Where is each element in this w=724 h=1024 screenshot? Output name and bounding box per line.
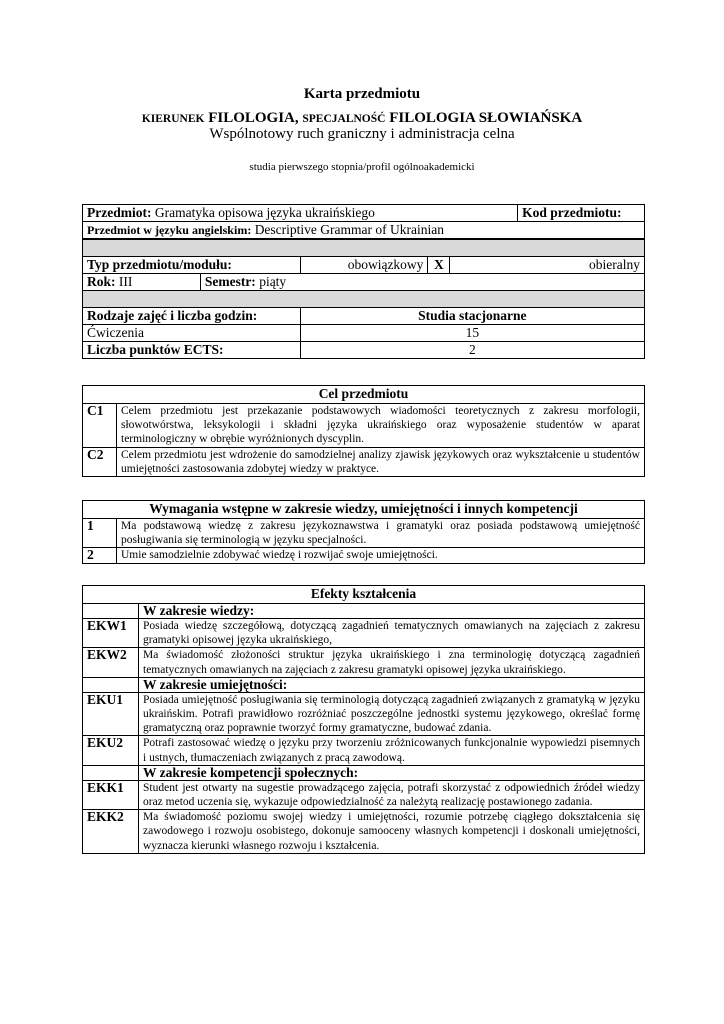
outcome-text: Posiada umiejętność posługiwania się terminologią dotyczącą zagadnień związanych z gramatyką w języku ukraińskim. Potrafi prawidłowo rozróżniać poszczególne jednostki systemu językowego, określać formę gramatyczną oraz poprawnie tworzyć formy gramatyczne, budować zdania.	[139, 692, 645, 736]
goal-code: C2	[83, 447, 117, 476]
program-line	[0, 110, 724, 127]
full-time-label: Studia stacjonarne	[300, 308, 644, 325]
goal-text: Celem przedmiotu jest wdrożenie do samodzielnej analizy zjawisk językowych oraz wykształcenie u studentów umiejętności zastosowania zdobytej wiedzy w praktyce.	[117, 447, 645, 476]
table-row	[83, 648, 645, 677]
class-types-label: Rodzaje zajęć i liczba godzin:	[83, 308, 301, 325]
kierunek-label: KIERUNEK	[141, 113, 205, 125]
table-row	[83, 447, 645, 476]
prerequisite-text: Ma podstawową wiedzę z zakresu językoznawstwa i gramatyki oraz posiada podstawową umiejętność posługiwania się terminologią w języku specjalności.	[117, 519, 645, 548]
outcome-text: Posiada wiedzę szczegółową, dotyczącą zagadnień tematycznych omawianych na zajęciach z zakresu gramatyki opisowej języka ukraińskiego,	[139, 619, 645, 648]
outcomes-title: Efekty kształcenia	[83, 586, 645, 604]
semester-label: Semestr:	[204, 274, 256, 289]
mandatory-label: obowiązkowy	[300, 257, 428, 274]
specialization-subtitle: Wspólnotowy ruch graniczny i administracja celna	[209, 126, 515, 142]
specjalnosc-label: SPECJALNOŚĆ	[302, 113, 386, 125]
exercises-label: Ćwiczenia	[83, 325, 301, 342]
prerequisite-code: 1	[83, 519, 117, 548]
outcome-text: Ma świadomość poziomu swojej wiedzy i umiejętności, rozumie potrzebę ciągłego dokształcenia się zawodowego i rozwoju osobistego, dokonuje samooceny własnych kompetencji i doskonali umiejętności, wyznacza kierunki własnego rozwoju i kształcenia.	[139, 810, 645, 854]
year-label: Rok:	[87, 274, 116, 289]
outcome-text: Potrafi zastosować wiedzę o języku przy tworzeniu zróżnicowanych funkcjonalnie wypowiedzi pisemnych i ustnych, tłumaczeniach związanych z pracą zawodową.	[139, 736, 645, 765]
course-goals-table	[82, 385, 645, 477]
english-name-label: Przedmiot w języku angielskim:	[87, 223, 252, 237]
outcome-code: EKU1	[83, 692, 139, 736]
skills-heading: W zakresie umiejętności:	[139, 677, 645, 692]
table-row	[83, 692, 645, 736]
subject-label: Przedmiot:	[87, 205, 152, 220]
separator-row	[83, 239, 645, 257]
outcome-code: EKK1	[83, 780, 139, 809]
prerequisites-table	[82, 500, 645, 564]
ects-value: 2	[300, 342, 644, 359]
outcome-text: Student jest otwarty na sugestie prowadzącego zajęcia, potrafi skorzystać z odpowiednich źródeł wiedzy oraz metod uczenia się, wykazuje odpowiedzialność za należytą realizację postawionego zadania.	[139, 780, 645, 809]
prerequisites-title: Wymagania wstępne w zakresie wiedzy, umiejętności i innych kompetencji	[83, 501, 645, 519]
outcome-code: EKW1	[83, 619, 139, 648]
learning-outcomes-table	[82, 585, 645, 854]
outcome-code: EKK2	[83, 810, 139, 854]
ects-label: Liczba punktów ECTS:	[83, 342, 301, 359]
separator-row	[83, 291, 645, 308]
mandatory-mark: X	[428, 257, 450, 274]
table-row	[83, 780, 645, 809]
year-cell	[83, 274, 201, 291]
goals-title: Cel przedmiotu	[83, 386, 645, 404]
course-info-table	[82, 204, 645, 359]
course-code-label: Kod przedmiotu:	[522, 205, 622, 220]
table-row	[83, 619, 645, 648]
outcome-code: EKW2	[83, 648, 139, 677]
table-row	[83, 810, 645, 854]
outcome-code: EKU2	[83, 736, 139, 765]
subject-value: Gramatyka opisowa języka ukraińskiego	[154, 205, 375, 220]
table-row	[83, 404, 645, 448]
page-title: Karta przedmiotu	[303, 86, 421, 102]
type-label: Typ przedmiotu/modułu:	[83, 257, 301, 274]
semester-value: piąty	[259, 274, 287, 289]
kierunek-value: FILOLOGIA,	[208, 110, 299, 126]
table-row	[83, 548, 645, 563]
goal-text: Celem przedmiotu jest przekazanie podstawowych wiadomości teoretycznych z zakresu morfologii, słowotwórstwa, leksykologii i składni języka ukraińskiego oraz wyposażenie studentów w aparat terminologiczny w obrębie wyróżnionych dyscyplin.	[117, 404, 645, 448]
knowledge-heading: W zakresie wiedzy:	[139, 604, 645, 619]
exercises-hours: 15	[300, 325, 644, 342]
semester-cell	[200, 274, 644, 291]
subject-cell	[83, 205, 518, 222]
course-code-cell	[518, 205, 645, 222]
table-row	[83, 519, 645, 548]
english-name-value: Descriptive Grammar of Ukrainian	[254, 222, 444, 237]
year-value: III	[118, 274, 133, 289]
competences-heading: W zakresie kompetencji społecznych:	[139, 765, 645, 780]
english-name-cell	[83, 222, 645, 240]
goal-code: C1	[83, 404, 117, 448]
specjalnosc-value: FILOLOGIA SŁOWIAŃSKA	[389, 110, 583, 126]
elective-label: obieralny	[450, 257, 645, 274]
prerequisite-code: 2	[83, 548, 117, 563]
table-row	[83, 736, 645, 765]
study-level: studia pierwszego stopnia/profil ogólnoakademicki	[249, 161, 475, 173]
prerequisite-text: Umie samodzielnie zdobywać wiedzę i rozwijać swoje umiejętności.	[117, 548, 645, 563]
outcome-text: Ma świadomość złożoności struktur języka ukraińskiego i zna terminologię dotyczącą zagadnień tematycznych omawianych na zajęciach z zakresu gramatyki opisowej języka ukraińskiego.	[139, 648, 645, 677]
